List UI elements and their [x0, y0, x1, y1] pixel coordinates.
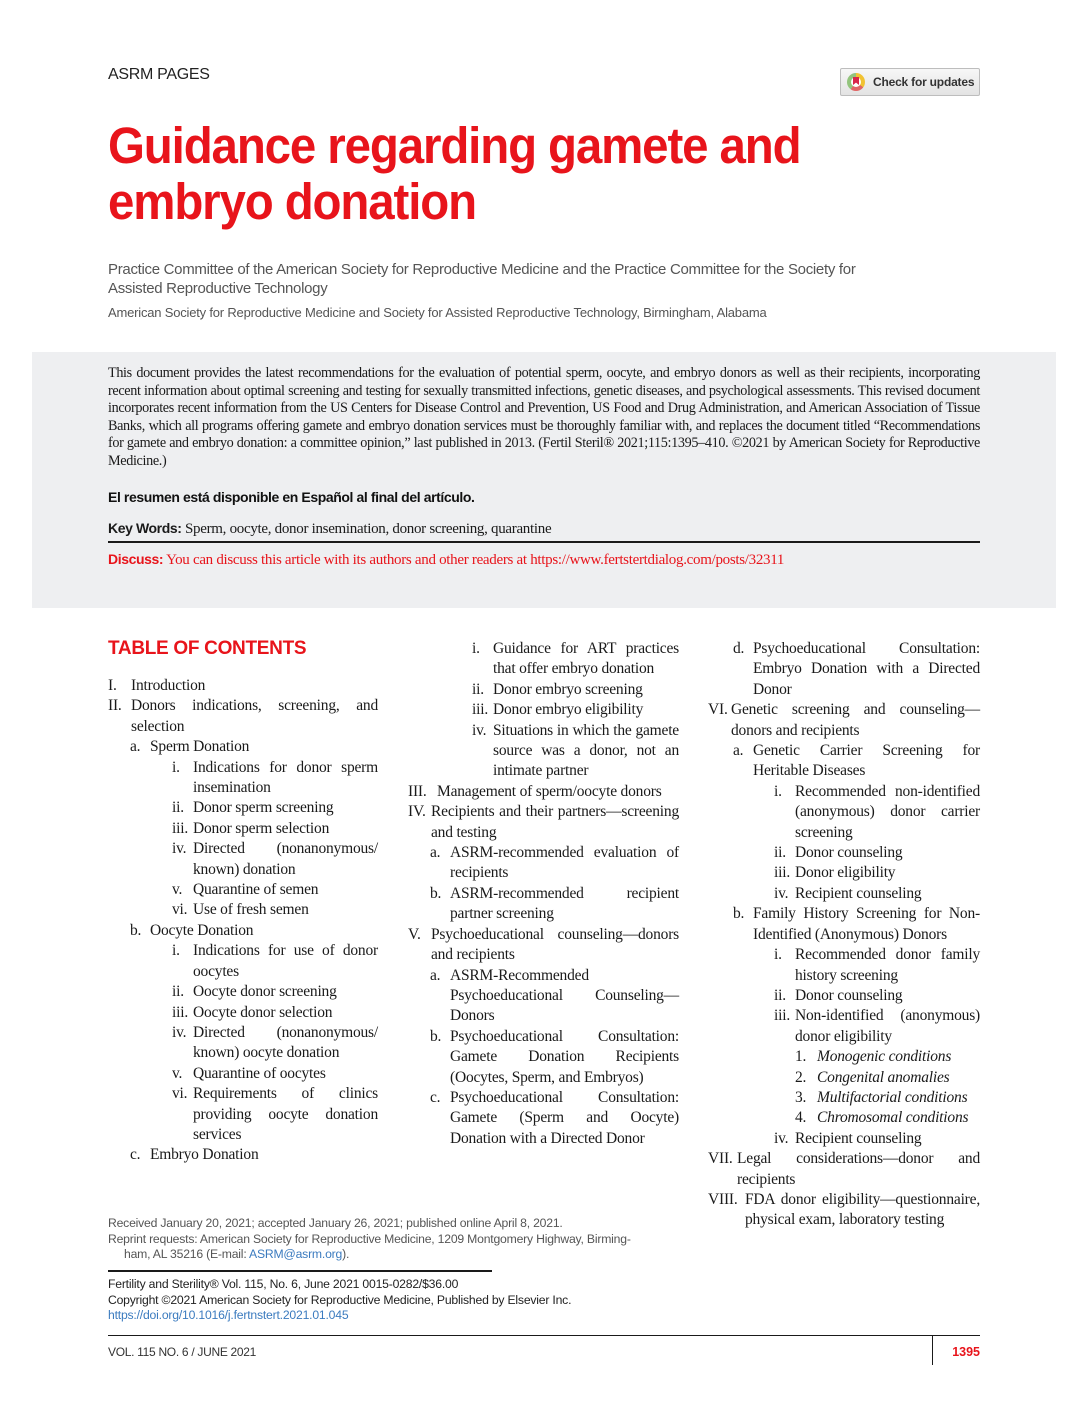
toc-item[interactable] — [408, 1027, 679, 1088]
toc-item-number: IV. — [408, 803, 426, 821]
footer-issue: VOL. 115 NO. 6 / JUNE 2021 — [108, 1345, 257, 1359]
toc-item[interactable] — [108, 1003, 378, 1023]
toc-item-label: Quarantine of oocytes — [193, 1064, 326, 1082]
toc-item-number: 4. — [795, 1109, 807, 1127]
journal-citation: Fertility and Sterility® Vol. 115, No. 6, June 2021 0015-0282/$36.00 — [108, 1277, 459, 1291]
toc-column-1 — [108, 676, 378, 1166]
toc-item[interactable] — [708, 904, 980, 945]
toc-item-label: Quarantine of semen — [193, 881, 319, 899]
toc-item[interactable] — [108, 921, 378, 941]
toc-item-label: Donor counseling — [795, 986, 903, 1004]
toc-item[interactable] — [708, 782, 980, 843]
toc-item-number: a. — [430, 844, 441, 862]
toc-item-label: Family History Screening for Non-Identified (Anonymous) Donors — [753, 905, 980, 943]
keywords-divider — [108, 541, 980, 543]
toc-item[interactable] — [108, 1023, 378, 1064]
toc-item-number: V. — [408, 925, 421, 943]
check-for-updates-label: Check for updates — [873, 75, 975, 89]
toc-item[interactable] — [108, 900, 378, 920]
toc-item-label: FDA donor eligibility—questionnaire, physical exam, laboratory testing — [745, 1190, 980, 1229]
toc-item-label: Oocyte Donation — [150, 921, 254, 939]
toc-item-number: b. — [430, 1027, 442, 1045]
toc-item-label: Legal considerations—donor and recipients — [737, 1150, 980, 1188]
toc-item-label: Donor eligibility — [795, 864, 896, 882]
toc-item-label: Management of sperm/oocyte donors — [437, 782, 662, 800]
journal-info — [108, 1277, 688, 1324]
toc-item-number: iii. — [774, 864, 790, 882]
toc-item-label: Genetic screening and counseling—donors and recipients — [731, 701, 980, 739]
toc-item-label: Non-identified (anonymous) donor eligibility — [795, 1007, 980, 1045]
toc-item[interactable] — [108, 737, 378, 757]
toc-item[interactable] — [108, 880, 378, 900]
toc-item[interactable] — [408, 680, 679, 700]
toc-item-number: v. — [172, 1064, 183, 1082]
toc-item-number: i. — [172, 942, 180, 960]
toc-item-number: ii. — [472, 680, 484, 698]
reprint-address-end: ham, AL 35216 (E-mail: — [124, 1247, 250, 1261]
footer-divider — [108, 1335, 980, 1336]
toc-item-label: Oocyte donor screening — [193, 983, 337, 1001]
article-affiliation: American Society for Reproductive Medicine and Society for Assisted Reproductive Technology, Birmingham, Alabama — [108, 305, 767, 320]
toc-item[interactable] — [408, 721, 679, 782]
toc-item[interactable] — [108, 1145, 378, 1165]
toc-item[interactable] — [408, 700, 679, 720]
toc-item[interactable] — [408, 925, 679, 966]
toc-item-number: iv. — [472, 721, 487, 739]
toc-item-number: ii. — [774, 986, 786, 1004]
toc-item-number: iv. — [172, 1023, 187, 1041]
toc-item-number: VII. — [708, 1150, 733, 1168]
toc-item-label: Donor embryo eligibility — [493, 701, 644, 719]
toc-item[interactable] — [708, 986, 980, 1006]
toc-item-label: Situations in which the gamete source was a donor, not an intimate partner — [493, 721, 679, 780]
spanish-abstract-note: El resumen está disponible en Español al final del artículo. — [108, 489, 475, 505]
toc-item-number: iv. — [774, 884, 789, 902]
toc-item-number: iv. — [172, 840, 187, 858]
toc-item[interactable] — [708, 945, 980, 986]
toc-item-label: Donors indications, screening, and selection — [131, 697, 378, 735]
toc-item[interactable] — [408, 843, 679, 884]
toc-item[interactable] — [708, 843, 980, 863]
toc-item[interactable] — [408, 1088, 679, 1149]
toc-item-label: Multifactorial conditions — [817, 1088, 968, 1106]
toc-item[interactable] — [708, 639, 980, 700]
toc-item-number: a. — [733, 742, 744, 760]
toc-item-label: ASRM-recommended evaluation of recipients — [450, 844, 679, 882]
toc-item-label: Directed (nonanonymous/ known) donation — [193, 840, 378, 878]
toc-item-number: i. — [774, 782, 782, 800]
toc-item[interactable] — [708, 1006, 980, 1047]
toc-item[interactable] — [108, 839, 378, 880]
toc-item[interactable] — [408, 884, 679, 925]
toc-item[interactable] — [108, 1084, 378, 1145]
toc-item[interactable] — [408, 802, 679, 843]
toc-item-number: b. — [130, 921, 142, 939]
toc-item-label: Recipient counseling — [795, 884, 922, 902]
toc-item-number: VIII. — [708, 1190, 738, 1208]
toc-item-label: Guidance for ART practices that offer embryo donation — [493, 640, 679, 678]
toc-item[interactable] — [708, 741, 980, 782]
toc-item[interactable] — [708, 863, 980, 883]
toc-item-number: i. — [774, 946, 782, 964]
toc-item-number: 2. — [795, 1068, 807, 1086]
toc-item-label: Psychoeducational counseling—donors and recipients — [431, 925, 679, 964]
toc-item-number: c. — [130, 1146, 141, 1164]
toc-item-label: Recommended non-identified (anonymous) donor carrier screening — [795, 782, 980, 841]
toc-item-label: Recipient counseling — [795, 1129, 922, 1147]
toc-item-number: 1. — [795, 1048, 807, 1066]
toc-item-number: VI. — [708, 701, 728, 719]
toc-item[interactable] — [708, 1068, 980, 1088]
toc-item-label: ASRM-Recommended Psychoeducational Counseling—Donors — [450, 966, 679, 1025]
discuss-text: You can discuss this article with its authors and other readers at — [166, 552, 527, 568]
toc-item-number: d. — [733, 640, 745, 657]
toc-item[interactable] — [708, 1108, 980, 1128]
toc-item-number: v. — [172, 881, 183, 899]
toc-item[interactable] — [708, 1088, 980, 1108]
toc-item[interactable] — [108, 798, 378, 818]
keywords-label: Key Words: — [108, 520, 182, 536]
toc-item[interactable] — [408, 966, 679, 1027]
article-title: Guidance regarding gamete and embryo donation — [108, 117, 801, 230]
toc-item-number: vi. — [172, 901, 188, 919]
toc-item-label: Chromosomal conditions — [817, 1109, 969, 1127]
reprint-requests — [108, 1232, 688, 1263]
toc-item-number: b. — [430, 884, 442, 902]
toc-item-label: Psychoeducational Consultation: Gamete Donation Recipients (Oocytes, Sperm, and Embryos) — [450, 1027, 679, 1086]
toc-item-number: II. — [108, 697, 122, 715]
toc-item-number: c. — [430, 1088, 441, 1106]
page-number: 1395 — [952, 1345, 980, 1359]
toc-item[interactable] — [408, 782, 679, 802]
toc-item-label: Genetic Carrier Screening for Heritable Diseases — [753, 742, 980, 780]
toc-item[interactable] — [708, 1047, 980, 1067]
toc-item-number: i. — [472, 640, 480, 657]
abstract-text: This document provides the latest recommendations for the evaluation of potential sperm, oocyte, and embryo donors as well as their recipients, incorporating recent information about optimal screening and testing for sexually transmitted infections, genetic diseases, and psychological assessments. This revised document incorporates recent information from the US Centers for Disease Control and Prevention, US Food and Drug Administration, and American Association of Tissue Banks, which all programs offering gamete and embryo donation services must be thoroughly familiar with, and replaces the document titled “Recommendations for gamete and embryo donation: a committee opinion,” last published in 2013. (Fertil Steril® 2021;115:1395–410. ©2021 by American Society for Reproductive Medicine.) — [108, 365, 980, 469]
toc-item[interactable] — [108, 982, 378, 1002]
toc-item-number: iii. — [172, 1003, 188, 1021]
toc-item-number: 3. — [795, 1088, 807, 1106]
toc-item-label: Introduction — [131, 677, 206, 694]
discuss-label: Discuss: — [108, 551, 164, 567]
toc-item-label: Use of fresh semen — [193, 901, 309, 919]
toc-item-number: iii. — [472, 701, 488, 719]
crossmark-icon — [847, 73, 865, 91]
toc-item-label: Psychoeducational Consultation: Embryo Donation with a Directed Donor — [753, 640, 980, 698]
toc-item-label: Monogenic conditions — [817, 1048, 952, 1066]
reprint-line-2 — [108, 1247, 688, 1263]
toc-item[interactable] — [408, 639, 679, 680]
toc-item-label: Recommended donor family history screening — [795, 946, 980, 984]
toc-item-label: Directed (nonanonymous/ known) oocyte donation — [193, 1023, 378, 1062]
toc-item[interactable] — [708, 884, 980, 904]
toc-item-label: Donor counseling — [795, 844, 903, 862]
toc-item-label: Donor sperm selection — [193, 819, 330, 837]
footer-vertical-divider — [932, 1335, 933, 1365]
toc-column-2 — [408, 639, 679, 1149]
toc-item-label: Congenital anomalies — [817, 1068, 950, 1086]
keywords — [108, 520, 551, 538]
toc-item-number: ii. — [774, 844, 786, 862]
toc-item-number: iii. — [774, 1007, 790, 1025]
toc-item-number: i. — [172, 758, 180, 776]
toc-item[interactable] — [708, 700, 980, 741]
discuss-link[interactable]: https://www.fertstertdialog.com/posts/32311 — [530, 552, 785, 568]
reprint-email-link[interactable]: ASRM@asrm.org — [249, 1247, 343, 1261]
toc-item-label: Embryo Donation — [150, 1146, 259, 1164]
toc-item[interactable] — [108, 676, 378, 696]
received-dates: Received January 20, 2021; accepted January 26, 2021; published online April 8, 2021. — [108, 1216, 563, 1230]
toc-item-label: Indications for use of donor oocytes — [193, 942, 378, 980]
toc-item-label: Psychoeducational Consultation: Gamete (Sperm and Oocyte) Donation with a Directed Donor — [450, 1088, 679, 1147]
toc-item-label: Oocyte donor selection — [193, 1003, 333, 1021]
toc-item-number: I. — [108, 677, 117, 694]
reprint-line-1: Reprint requests: American Society for Reproductive Medicine, 1209 Montgomery Highway, Birming- — [108, 1231, 631, 1246]
toc-item-label: ASRM-recommended recipient partner screening — [450, 884, 679, 923]
toc-item[interactable] — [108, 819, 378, 839]
check-for-updates-button[interactable] — [840, 68, 980, 96]
toc-item-label: Donor sperm screening — [193, 799, 334, 817]
toc-item-label: Donor embryo screening — [493, 680, 643, 698]
toc-item[interactable] — [108, 941, 378, 982]
toc-item-label: Sperm Donation — [150, 738, 250, 756]
reprint-suffix: ). — [342, 1247, 350, 1261]
toc-item-number: a. — [430, 966, 441, 984]
toc-item-number: vi. — [172, 1085, 188, 1103]
toc-item-number: iii. — [172, 819, 188, 837]
footnote-divider — [108, 1270, 492, 1272]
toc-item[interactable] — [708, 1190, 980, 1231]
keywords-list: Sperm, oocyte, donor insemination, donor screening, quarantine — [185, 521, 552, 537]
toc-item-number: a. — [130, 738, 141, 756]
toc-item-number: ii. — [172, 799, 184, 817]
toc-item-label: Requirements of clinics providing oocyte donation services — [193, 1085, 378, 1143]
toc-item-number: b. — [733, 905, 745, 923]
section-label: ASRM PAGES — [108, 66, 210, 83]
toc-item[interactable] — [108, 1064, 378, 1084]
article-authors: Practice Committee of the American Society for Reproductive Medicine and the Practice Committee for the Society for Assisted Reproductive Technology — [108, 261, 856, 297]
toc-item[interactable] — [708, 1129, 980, 1149]
toc-column-3 — [708, 639, 980, 1231]
footnotes — [108, 1216, 688, 1263]
toc-item-number: III. — [408, 782, 427, 800]
toc-item-label: Recipients and their partners—screening and testing — [431, 803, 679, 841]
toc-item-number: ii. — [172, 983, 184, 1001]
doi-link[interactable]: https://doi.org/10.1016/j.fertnstert.2021.01.045 — [108, 1308, 349, 1322]
toc-item[interactable] — [708, 1149, 980, 1190]
toc-heading: TABLE OF CONTENTS — [108, 638, 307, 659]
toc-item-number: iv. — [774, 1129, 789, 1147]
discuss-line — [108, 551, 784, 569]
toc-item[interactable] — [108, 758, 378, 799]
toc-item-label: Indications for donor sperm insemination — [193, 758, 378, 797]
journal-copyright: Copyright ©2021 American Society for Reproductive Medicine, Published by Elsevier Inc. — [108, 1292, 572, 1307]
toc-item[interactable] — [108, 696, 378, 737]
